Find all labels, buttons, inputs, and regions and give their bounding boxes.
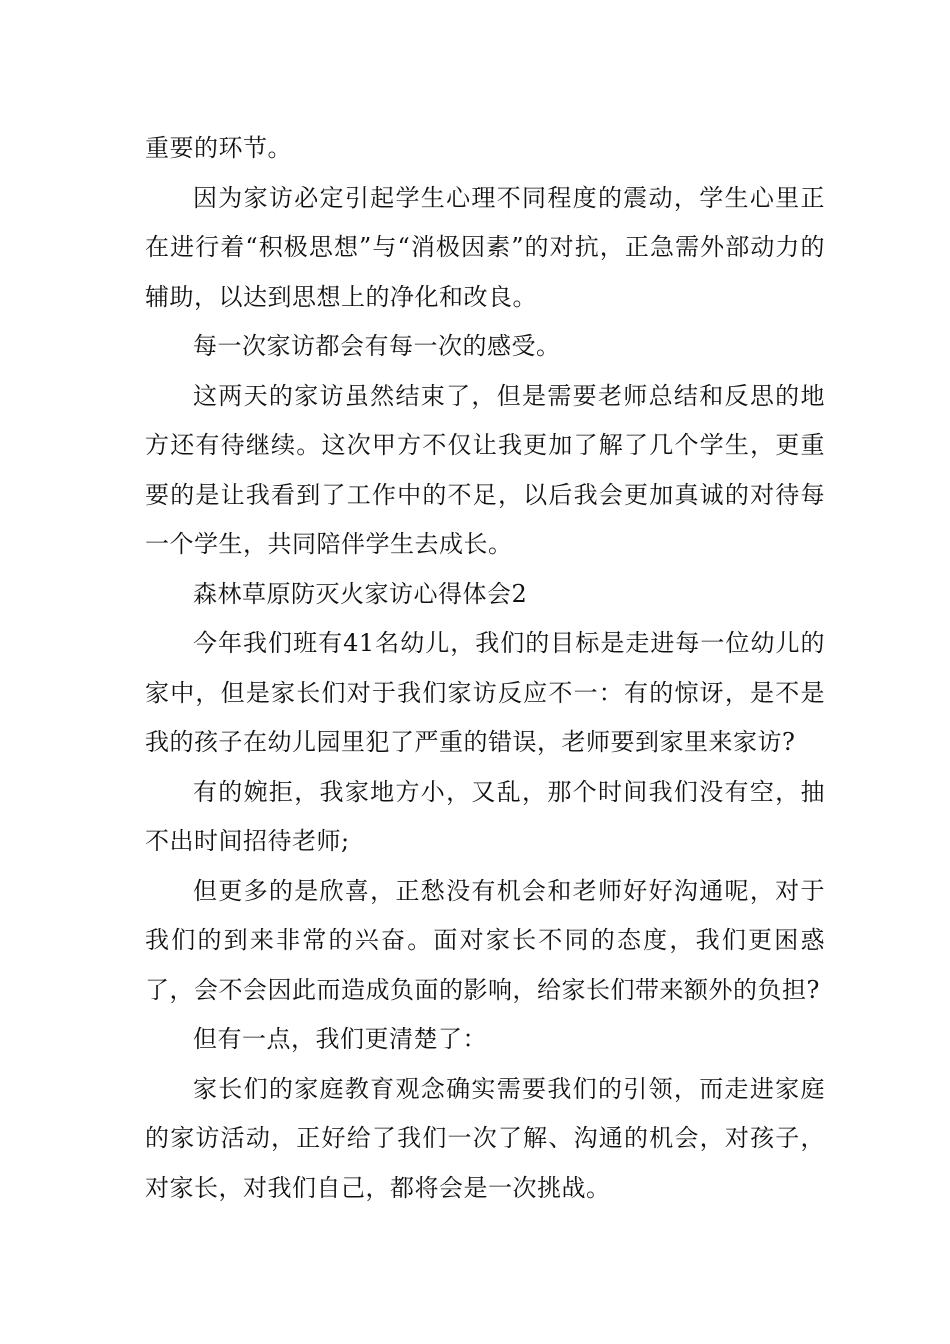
paragraph-1: 重要的环节。 [145,134,292,162]
paragraph-8: 但有一点，我们更清楚了： [193,1025,487,1053]
paragraph-2: 因为家访必定引起学生心理不同程度的震动，学生心里正在进行着“积极思想”与“消极因素”的对抗，正急需外部动力的辅助，以达到思想上的净化和改良。 [145,183,825,311]
paragraph-9: 家长们的家庭教育观念确实需要我们的引领，而走进家庭的家访活动，正好给了我们一次了解、沟通的机会，对孩子，对家长，对我们自己，都将会是一次挑战。 [145,1074,825,1202]
paragraph-3: 每一次家访都会有每一次的感受。 [193,332,561,360]
paragraph-5: 今年我们班有41名幼儿，我们的目标是走进每一位幼儿的家中，但是家长们对于我们家访反应不一：有的惊讶，是不是我的孩子在幼儿园里犯了严重的错误，老师要到家里来家访? [145,629,825,756]
document-body [145,124,825,1213]
section-heading: 森林草原防灭火家访心得体会2 [193,579,528,608]
paragraph-6: 有的婉拒，我家地方小，又乱，那个时间我们没有空，抽不出时间招待老师; [145,777,825,855]
paragraph-7: 但更多的是欣喜，正愁没有机会和老师好好沟通呢，对于我们的到来非常的兴奋。面对家长不同的态度，我们更困惑了，会不会因此而造成负面的影响，给家长们带来额外的负担? [145,876,825,1004]
paragraph-4: 这两天的家访虽然结束了，但是需要老师总结和反思的地方还有待继续。这次甲方不仅让我更加了解了几个学生，更重要的是让我看到了工作中的不足，以后我会更加真诚的对待每一个学生，共同陪伴学生去成长。 [145,381,825,558]
